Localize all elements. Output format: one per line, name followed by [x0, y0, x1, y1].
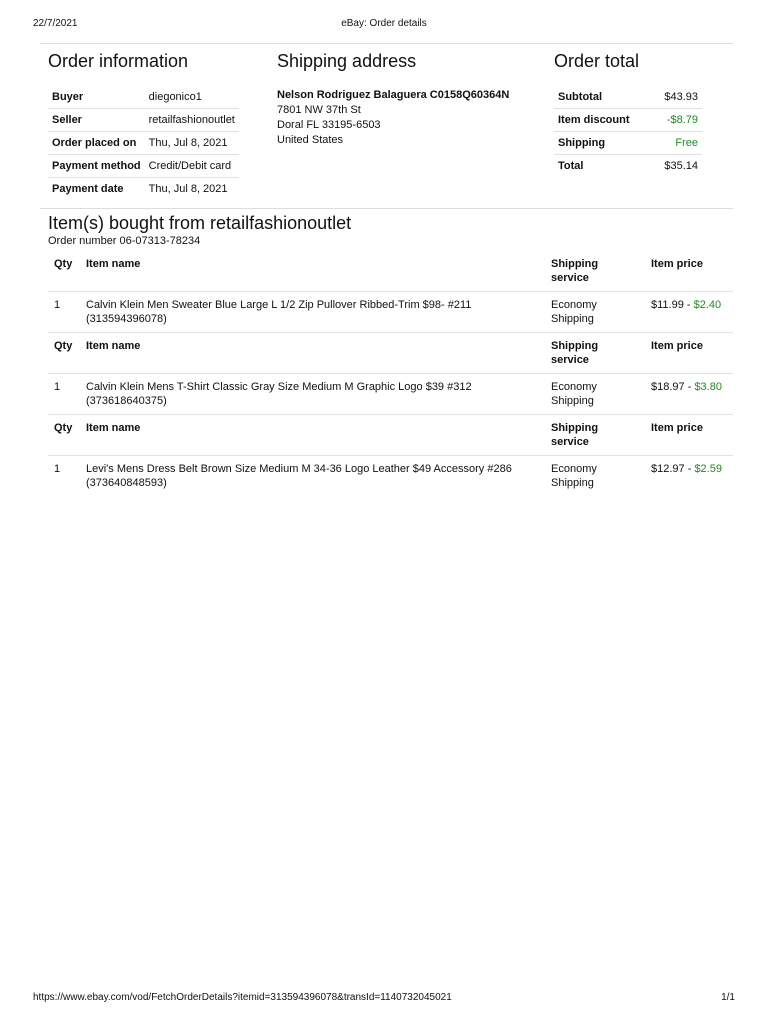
order-information-heading: Order information [48, 51, 189, 71]
item-shipping-service: Economy Shipping [545, 374, 645, 415]
items-header-row [48, 251, 733, 292]
section-divider [40, 208, 733, 209]
seller-row [48, 109, 239, 132]
item-price-header: Item price [645, 333, 733, 374]
top-divider [40, 43, 733, 44]
payment-method-value: Credit/Debit card [145, 155, 239, 178]
shipping-address-block [277, 88, 509, 148]
shipping-address-heading: Shipping address [277, 51, 417, 71]
payment-method-row [48, 155, 239, 178]
item-discount: $2.40 [693, 299, 722, 311]
shipping-value: Free [651, 132, 702, 155]
total-label: Total [558, 160, 584, 172]
item-name[interactable]: Levi's Mens Dress Belt Brown Size Medium M 34-36 Logo Leather $49 Accessory #286 [86, 463, 512, 475]
items-heading: Item(s) bought from retailfashionoutlet [48, 213, 352, 233]
shipping-service-header: Shipping service [545, 333, 645, 374]
payment-method-label: Payment method [48, 155, 145, 178]
item-discount: $3.80 [694, 381, 722, 393]
item-price-header: Item price [645, 415, 733, 456]
total-row [554, 155, 702, 178]
print-footer [33, 992, 735, 1006]
item-number: (373618640375) [86, 395, 167, 407]
qty-header: Qty [48, 251, 80, 292]
print-header [33, 18, 735, 32]
items-table [48, 251, 733, 496]
seller-label: Seller [48, 109, 145, 132]
order-placed-value: Thu, Jul 8, 2021 [145, 132, 239, 155]
shipping-row [554, 132, 702, 155]
item-qty: 1 [54, 463, 61, 475]
shipping-service-header: Shipping service [545, 251, 645, 292]
item-qty: 1 [48, 374, 80, 415]
address-line-1: 7801 NW 37th St [277, 104, 361, 116]
item-shipping-service: Economy Shipping [551, 463, 597, 489]
price-separator: - [684, 381, 695, 393]
item-row [48, 456, 733, 497]
payment-date-row [48, 178, 239, 201]
seller-value: retailfashionoutlet [145, 109, 239, 132]
price-separator: - [684, 463, 695, 475]
item-discount: $2.59 [694, 463, 722, 475]
item-price-cell [645, 374, 733, 415]
item-price: $12.97 [651, 463, 685, 475]
order-placed-row [48, 132, 239, 155]
order-placed-label: Order placed on [48, 132, 145, 155]
item-discount-value: -$8.79 [651, 109, 702, 132]
item-price-cell [645, 292, 733, 333]
order-total-heading: Order total [554, 51, 640, 71]
order-information-table [48, 86, 239, 200]
recipient-name: Nelson Rodriguez Balaguera C0158Q60364N [277, 89, 510, 101]
total-value: $35.14 [664, 160, 698, 172]
item-row [48, 374, 733, 415]
subtotal-row [554, 86, 702, 109]
item-name-header: Item name [80, 251, 545, 292]
subtotal-value: $43.93 [651, 86, 702, 109]
payment-date-value: Thu, Jul 8, 2021 [148, 183, 228, 195]
item-name[interactable]: Calvin Klein Men Sweater Blue Large L 1/2 Zip Pullover Ribbed-Trim $98- #211 [86, 299, 472, 311]
address-line-2: Doral FL 33195-6503 [277, 119, 381, 131]
item-name-header: Item name [80, 333, 545, 374]
item-discount-label: Item discount [554, 109, 651, 132]
shipping-service-header-text: Shipping service [551, 422, 599, 448]
item-name-cell [80, 292, 545, 333]
print-page-number: 1/1 [721, 992, 735, 1003]
print-title: eBay: Order details [341, 18, 427, 29]
print-date: 22/7/2021 [33, 18, 78, 29]
buyer-value: diegonico1 [145, 86, 239, 109]
item-name[interactable]: Calvin Klein Mens T-Shirt Classic Gray Size Medium M Graphic Logo $39 #312 [86, 381, 472, 393]
buyer-row [48, 86, 239, 109]
order-total-table [554, 86, 702, 177]
shipping-label: Shipping [554, 132, 651, 155]
item-qty: 1 [48, 292, 80, 333]
print-url[interactable]: https://www.ebay.com/vod/FetchOrderDetails?itemid=313594396078&transId=1140732045021 [33, 992, 452, 1003]
item-number: (313594396078) [86, 313, 167, 325]
qty-header: Qty [48, 333, 80, 374]
subtotal-label: Subtotal [554, 86, 651, 109]
item-discount-row [554, 109, 702, 132]
item-row [48, 292, 733, 333]
item-price: $18.97 [651, 381, 685, 393]
items-header-row [48, 333, 733, 374]
item-name-cell [80, 374, 545, 415]
buyer-label: Buyer [48, 86, 145, 109]
item-price: $11.99 [651, 299, 684, 311]
item-price-header: Item price [645, 251, 733, 292]
item-number: (373640848593) [86, 477, 167, 489]
item-price-cell [645, 456, 733, 497]
price-separator: - [683, 299, 694, 311]
shipping-service-header [545, 415, 645, 456]
qty-header: Qty [48, 415, 80, 456]
payment-date-label: Payment date [52, 183, 124, 195]
address-country: United States [277, 134, 344, 146]
order-number: Order number 06-07313-78234 [48, 235, 201, 247]
item-name-header: Item name [80, 415, 545, 456]
item-shipping-service: Economy Shipping [545, 292, 645, 333]
items-header-row [48, 415, 733, 456]
item-name-cell [80, 456, 545, 497]
